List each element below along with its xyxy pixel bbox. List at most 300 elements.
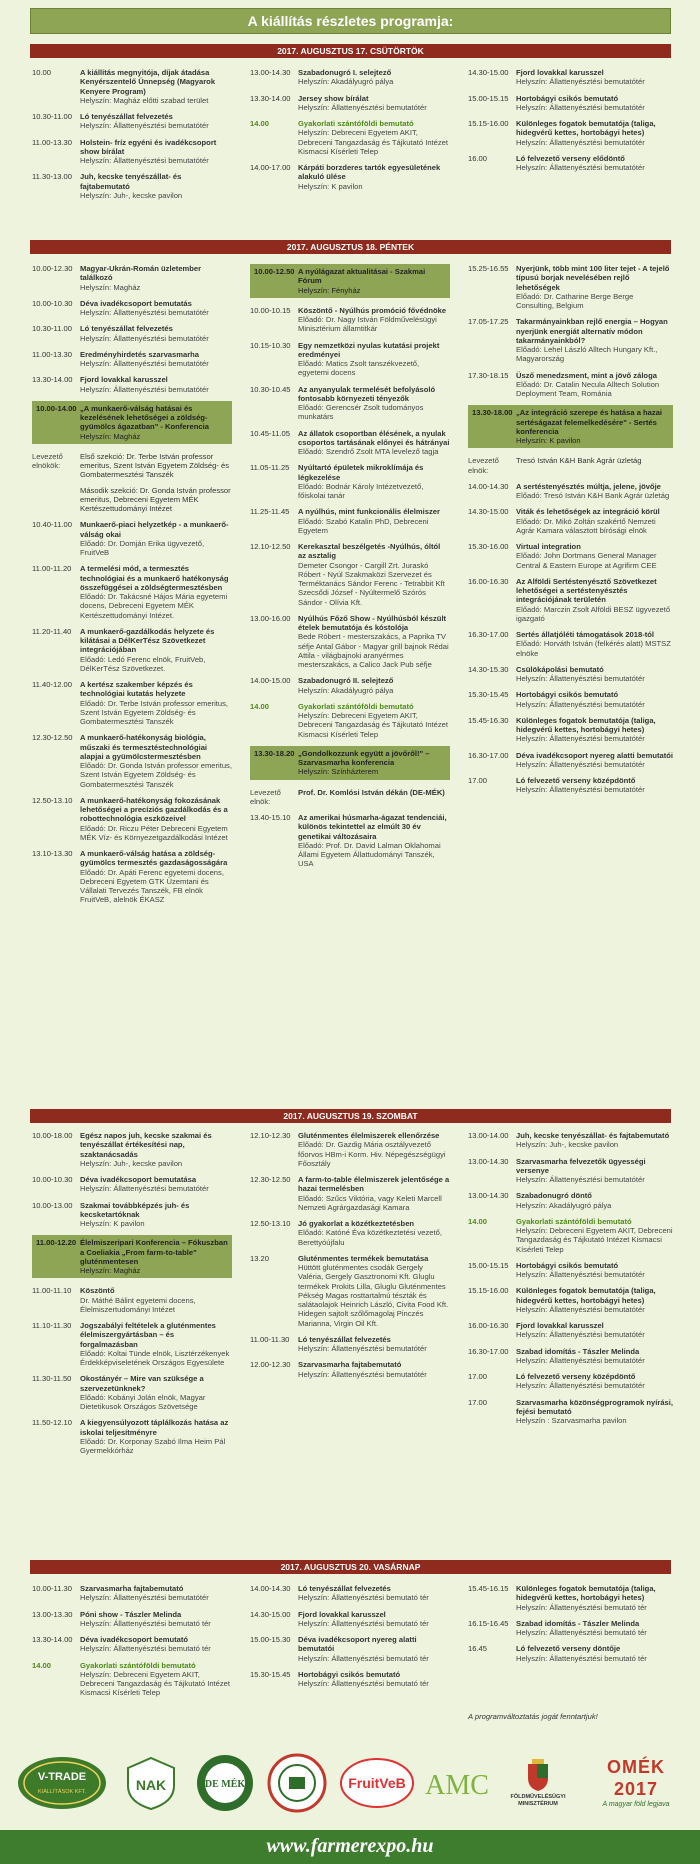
item-body: [516, 1619, 673, 1638]
schedule-item: [32, 1661, 232, 1698]
schedule-item: [468, 1131, 673, 1150]
schedule-item: [250, 1584, 450, 1603]
schedule-item: [468, 716, 673, 744]
item-title: Hortobágyi csikós bemutató: [516, 93, 619, 103]
d1-col-2: [250, 68, 450, 234]
item-detail: Helyszín : Szarvasmarha pavilon: [516, 1416, 627, 1425]
vtrade-logo: [16, 1753, 108, 1813]
item-time: 16.00: [468, 153, 488, 163]
logo-text: DE MÉK: [204, 1779, 246, 1790]
item-body: [80, 112, 232, 131]
item-time: 17.05-17.25: [468, 317, 509, 327]
item-detail: Előadó: Koltai Tünde elnök, Lisztérzékenyek Érdekképviseletének Országos Egyesülete: [80, 1348, 230, 1367]
item-time: 14.00-17.00: [250, 163, 291, 172]
item-body: [516, 776, 673, 795]
item-body: [298, 163, 450, 191]
item-title: Gyakorlati szántóföldi bemutató: [80, 1660, 196, 1670]
schedule-item: [32, 68, 232, 105]
d3-col-1-list-a: [32, 1131, 232, 1228]
item-body: [80, 1201, 232, 1229]
schedule-item: [468, 630, 673, 658]
item-title: Egy nemzetközi nyulas kutatási projekt eredményei: [298, 340, 440, 359]
item-title: A kiállítás megnyitója, díjak átadása Kenyérszentelő Ünnepség (Magyarok Kenyere Program): [80, 68, 216, 96]
d4-col-1: [32, 1584, 232, 1749]
schedule-item: [32, 733, 232, 789]
item-detail: Dr. Máthé Bálint egyetemi docens, Élelmiszertudományi Intézet: [80, 1295, 196, 1314]
item-time: 10.45-11.05: [250, 428, 290, 438]
item-detail: Helyszín: Akadályugró pálya: [298, 685, 394, 695]
item-detail: Helyszín: Juh-, kecske pavilon: [516, 1140, 619, 1150]
item-body: [516, 1217, 673, 1254]
item-title: Üsző menedzsment, mint a jövő záloga: [516, 370, 657, 380]
item-time: 13.30-14.00: [32, 375, 73, 385]
schedule-item: [32, 112, 232, 131]
item-body: [298, 68, 450, 87]
item-detail: Előadó: Dr. Gazdig Mária osztályvezető főorvos HBm-i Korm. Hiv. Népegészségügyi Főosztály: [298, 1140, 446, 1168]
item-detail: Bede Róbert - mesterszakács, a Paprika TV séfje Antal Gábor - Magyar grill bajnok Rédai Attila - világbajnoki aranyérmes mesterszakács, a Calico Jack Pub séfje: [298, 632, 449, 669]
fm-logo: [500, 1753, 576, 1813]
item-body: [516, 264, 673, 310]
schedule-item: [32, 1131, 232, 1168]
item-title: Szarvasmarha fajtabemutató: [298, 1360, 402, 1370]
item-title: A munkaerő-válság hatása a zöldség-gyümölcs termesztés gazdaságosságára: [80, 849, 228, 868]
item-title: Holstein- fríz egyéni és ivadékcsoport show bírálat: [80, 137, 217, 156]
item-title: Szabadonugró II. selejtező: [298, 676, 394, 686]
item-body: [80, 324, 232, 343]
item-time: 15.15-16.00: [468, 119, 509, 128]
d2-col-3-list-a: [468, 264, 673, 398]
item-time: 10.00-13.00: [32, 1200, 73, 1210]
schedule-item: [468, 1347, 673, 1366]
item-body: [298, 385, 450, 422]
item-time: 16.00-16.30: [468, 576, 509, 586]
item-time: 17.00: [468, 776, 488, 785]
item-title: Jersey show bírálat: [298, 93, 369, 103]
d2-col-1: [32, 264, 232, 1104]
d2-conference-box-2: [250, 264, 450, 298]
schedule-item: [468, 1644, 673, 1663]
item-time: 10.00: [32, 68, 52, 77]
item-time: 15.30-15.45: [468, 690, 509, 700]
schedule-item: [468, 482, 673, 501]
item-time: 10.40-11.00: [32, 520, 72, 530]
item-body: [516, 1131, 673, 1150]
item-title: Szarvasmarha közönségprogramok nyírási, fejési bemutató: [516, 1397, 673, 1416]
item-time: 13.00-16.00: [250, 613, 291, 623]
box-time: 13.30-18.20: [254, 748, 295, 758]
item-title: Fjord lovakkal karusszel: [298, 1609, 386, 1619]
item-title: Szabadonugró döntő: [516, 1191, 592, 1201]
item-time: 15.25-16.55: [468, 264, 509, 273]
item-detail: Helyszín: Állattenyésztési bemutatótér: [80, 1593, 209, 1603]
item-detail: Előadó: Szűcs Viktória, vagy Keleti Marcell Nemzeti Agrárgazdasági Kamara: [298, 1193, 442, 1212]
d3-col-2: [250, 1131, 450, 1556]
item-detail: Előadó: Ledó Ferenc elnök, FruitVeb, DélKerTész Szövetkezet.: [80, 654, 206, 673]
item-time: 15.15-16.00: [468, 1286, 509, 1296]
item-time: 15.45-16.15: [468, 1584, 509, 1593]
item-title: A termelési mód, a termesztés technológiai és a munkaerő hatékonyság összefüggései a zöldségtermesztésben: [80, 564, 229, 592]
d2-conference-box-4: [468, 405, 673, 448]
item-body: [80, 299, 232, 318]
item-time: 17.00: [468, 1397, 488, 1407]
box-title: „Az integráció szerepe és hatása a hazai sertéságazat felemelkedésére" - Sertés konferencia: [516, 408, 663, 436]
item-body: [80, 680, 232, 726]
website-footer[interactable]: www.farmerexpo.hu: [0, 1830, 700, 1864]
item-body: [516, 1584, 673, 1612]
box-body: [80, 404, 228, 441]
item-body: [298, 341, 450, 378]
item-time: 12.10-12.30: [250, 1131, 291, 1140]
logo-text: A magyar föld legjava: [602, 1800, 670, 1808]
item-time: 14.00-15.00: [250, 676, 291, 686]
schedule-item: [250, 1254, 450, 1328]
schedule-item: [468, 371, 673, 399]
lead-chair-2: [250, 788, 450, 807]
lead-text: Prof. Dr. Komlósi István dékán (DE-MÉK): [298, 787, 445, 797]
item-title: Köszöntő: [80, 1286, 115, 1296]
logo-text: V-TRADE: [37, 1771, 87, 1783]
item-detail: Helyszín: Állattenyésztési bemutatótér: [516, 699, 645, 709]
item-title: Szakmai továbbképzés juh- és kecsketartóknak: [80, 1200, 190, 1219]
item-detail: Előadó: Horváth István (felkérés alatt) MSTSZ elnöke: [516, 639, 671, 658]
item-detail: Előadó: Dr. Catalin Necula Alltech Solution Deployment Team, Románia: [516, 379, 660, 398]
item-time: 12.50-13.10: [32, 795, 73, 805]
item-title: Egész napos juh, kecske szakmai és tenyészállat értékesítési nap, szaktanácsadás: [80, 1131, 212, 1159]
box-location: Helyszín: Fényház: [298, 285, 361, 295]
item-title: Déva ivadékcsoport bemutatása: [80, 1175, 197, 1184]
item-body: [298, 614, 450, 670]
schedule-item: [32, 1610, 232, 1629]
schedule-item: [250, 1635, 450, 1663]
item-detail: Előadó: John Dortmans General Manager Central & Eastern Europe at Agrifirm CEE: [516, 551, 657, 570]
logo-text: KIÁLLÍTÁSOK KFT.: [38, 1789, 86, 1795]
item-body: [298, 1670, 450, 1689]
item-detail: Helyszín: Debreceni Egyetem AKIT, Debreceni Tangazdaság és Tájkutató Intézet Kismacsi Kísérleti Telep: [80, 1669, 231, 1698]
item-title: A munkaerő-hatékonyság biológia, műszaki és termesztéstechnológiai alapjai a gyümölcstermesztésben: [80, 733, 208, 761]
fruitveb-logo: [338, 1753, 416, 1813]
lead-label: Levezető elnökök:: [32, 451, 63, 470]
item-time: 12.30-12.50: [32, 733, 73, 743]
d4-col-2: [250, 1584, 450, 1749]
item-body: [80, 172, 232, 200]
item-time: 13.30-14.00: [250, 93, 291, 103]
item-title: Ló felvezető verseny középdöntő: [516, 776, 636, 785]
schedule-item: [250, 1175, 450, 1212]
item-body: [516, 482, 673, 501]
item-time: 14.30-15.00: [468, 507, 509, 517]
item-detail: Előadó: Dr. Korponay Szabó Ilma Heim Pál Gyermekkórház: [80, 1436, 226, 1455]
item-title: Munkaerő-piaci helyzetkép - a munkaerő-válság okai: [80, 520, 229, 539]
item-body: [298, 429, 450, 457]
schedule-item: [468, 665, 673, 684]
item-detail: Előadó: Dr. Takácsné Hájos Mária egyetemi docens, Debreceni Egyetem MÉK Kertészettudományi Intézet.: [80, 592, 228, 620]
item-title: Nyúltartó épületek mikroklímája és légkezelése: [298, 463, 424, 482]
item-title: Hortobágyi csikós bemutató: [516, 1260, 619, 1270]
schedule-item: [32, 375, 232, 394]
d1-col-1: [32, 68, 232, 234]
item-body: [298, 507, 450, 535]
schedule-item: [32, 1286, 232, 1314]
schedule-item: [250, 341, 450, 378]
item-title: Különleges fogatok bemutatója (taliga, hidegvérű kettes, hortobágyi hetes): [516, 1286, 656, 1305]
omek-logo: [584, 1753, 688, 1813]
schedule-item: [32, 299, 232, 318]
d1-col-3: [468, 68, 673, 234]
item-detail: Helyszín: Állattenyésztési bemutatótér: [516, 759, 645, 769]
item-title: A kiegyensúlyozott táplálkozás hatása az iskolai teljesítményre: [80, 1418, 229, 1437]
lead-text: Második szekció: Dr. Gonda István professor emeritus, Debreceni Egyetem MÉK Kertészettudományi Intézet: [80, 485, 231, 513]
item-body: [80, 1131, 232, 1168]
item-body: [298, 306, 450, 334]
item-title: Különleges fogatok bemutatója (taliga, hidegvérű kettes, hortobágyi hetes): [516, 1584, 656, 1603]
program-change-note: A programváltoztatás jogát fenntartjuk!: [468, 1712, 598, 1721]
item-detail: Előadó: Matics Zsolt tanszékvezető, egyetemi docens: [298, 359, 420, 378]
item-detail: Helyszín: Akadályugró pálya: [516, 1200, 612, 1210]
item-time: 14.00: [468, 1216, 488, 1226]
box-body: [298, 749, 446, 777]
schedule-item: [468, 317, 673, 363]
d2-col-1-list-a: [32, 264, 232, 394]
item-detail: Helyszín: Állattenyésztési bemutatótér: [80, 156, 209, 165]
item-time: 15.30-16.00: [468, 542, 509, 551]
item-body: [80, 564, 232, 620]
item-detail: Hüttött gluténmentes csodák Gergely Valéria, Gergely Gasztronomi Kft. Gluglu termékek Prokits Lilla, Gluglu Gluténmentes Pékség Magas rosttartalmú tészták és salátaolajok Heinrich László, Civita Food Kft. Hidegen sajtolt szőlőmagolaj Pinczés Marianna, Virgin Oil Kft.: [298, 1263, 449, 1328]
item-title: Ló tenyészállat felvezetés: [298, 1584, 391, 1593]
item-time: 13.00-14.30: [250, 68, 291, 77]
item-body: [80, 350, 232, 369]
item-detail: Előadó: Gerencsér Zsolt tudományos munkatárs: [298, 403, 424, 422]
d2-conference-box-1: [32, 401, 232, 444]
item-detail: Előadó: Lehel László Alltech Hungary Kft., Magyarország: [516, 345, 658, 364]
schedule-item: [250, 542, 450, 607]
box-title: „Gondolkozzunk együtt a jövőről!" – Szarvasmarha konferencia: [298, 748, 430, 767]
item-body: [80, 1635, 232, 1654]
item-detail: Helyszín: Debreceni Egyetem AKIT, Debreceni Tangazdaság és Tájkutató Intézet Kismacsi Kísérleti Telep: [516, 1226, 673, 1254]
item-time: 11.00-13.30: [32, 137, 72, 147]
item-detail: Helyszín: Állattenyésztési bemutató tér: [516, 1653, 647, 1663]
item-time: 14.00: [32, 1660, 52, 1670]
schedule-item: [468, 68, 673, 87]
item-time: 16.45: [468, 1644, 488, 1654]
item-time: 13.00-13.30: [32, 1609, 73, 1619]
item-time: 14.30-15.00: [468, 68, 509, 77]
item-title: Szabad idomítás - Tászler Melinda: [516, 1618, 640, 1628]
item-detail: Előadó: Dr. Catharine Berge Berge Consulting, Belgium: [516, 291, 634, 310]
item-title: Az anyanyulak termelését befolyásoló fontosabb környezeti tényezők: [298, 384, 436, 403]
item-body: [80, 1584, 232, 1603]
item-title: A sertéstenyésztés múltja, jelene, jövője: [516, 481, 661, 491]
item-detail: Helyszín: Állattenyésztési bemutatótér: [516, 674, 645, 683]
box-body: [80, 1238, 228, 1275]
schedule-item: [468, 94, 673, 113]
item-body: [516, 630, 673, 658]
item-title: Különleges fogatok bemutatója (taliga, hidegvérű kettes, hortobágyi hetes): [516, 119, 656, 138]
item-detail: Helyszín: Állattenyésztési bemutató tér: [298, 1618, 429, 1628]
item-title: Déva ivadékcsoport bemutatás: [80, 298, 192, 308]
item-time: 14.00-14.30: [468, 481, 509, 491]
item-body: [516, 317, 673, 363]
schedule-item: [468, 776, 673, 795]
item-title: Fjord lovakkal karusszel: [516, 68, 604, 77]
item-detail: Helyszín: Állattenyésztési bemutatótér: [80, 333, 209, 343]
item-time: 16.00-16.30: [468, 1321, 509, 1330]
item-detail: Helyszín: Állattenyésztési bemutatótér: [80, 359, 209, 368]
schedule-item: [32, 172, 232, 200]
schedule-item: [250, 119, 450, 156]
item-title: A farm-to-table élelmiszerek jelentősége a hazai termelésben: [298, 1175, 450, 1194]
box-time: 10.00-14.00: [36, 403, 77, 413]
item-detail: Helyszín: Magház: [80, 282, 141, 292]
schedule-item: [32, 796, 232, 842]
item-title: Gyakorlati szántóföldi bemutató: [516, 1216, 632, 1226]
item-title: Az állatok csoportban élésének, a nyulak csoportos tartásának előnyei és hátrányai: [298, 428, 450, 447]
item-detail: Helyszín: Magház előtti szabad terület: [80, 95, 209, 105]
logo-text: OMÉK 2017: [607, 1756, 665, 1799]
schedule-item: [32, 1175, 232, 1194]
item-detail: Helyszín: Állattenyésztési bemutatótér: [80, 1184, 209, 1194]
item-title: Kárpáti borzderes tartók egyesületének alakuló ülése: [298, 163, 441, 182]
item-body: [80, 849, 232, 905]
lead-text: Tresó István K&H Bank Agrár üzletág: [516, 456, 642, 466]
d3-col-1-list-b: [32, 1286, 232, 1455]
schedule-item: [468, 264, 673, 310]
item-time: 15.00-15.15: [468, 1260, 509, 1270]
item-detail: Helyszín: Állattenyésztési bemutatótér: [516, 137, 645, 147]
demek-logo: [194, 1753, 256, 1813]
item-time: 16.30-17.00: [468, 1346, 509, 1356]
item-detail: Előadó: Dr. Terbe István professor emeritus, Szent István Egyetem Zöldség- és Gombatermesztési Tanszék: [80, 698, 229, 726]
d3-conference-box: [32, 1235, 232, 1278]
schedule-item: [250, 507, 450, 535]
d3-col-1: [32, 1131, 232, 1556]
item-time: 10.00-12.30: [32, 264, 73, 273]
item-detail: Helyszín: Juh-, kecske pavilon: [80, 190, 183, 200]
item-title: Takarmányainkban rejlő energia – Hogyan nyerjünk energiát alternatív módon takarmányainkból?: [516, 317, 668, 345]
box-title: Élelmiszeripari Konferencia – Fókuszban a Coeliakia „From farm-to-table" gluténmentesen: [80, 1238, 228, 1266]
amc-logo: [424, 1753, 490, 1813]
item-title: Az Alföldi Sertéstenyésztő Szövetkezet lehetőségei a sertéstenyésztés integrációjának területén: [516, 576, 657, 605]
item-detail: Helyszín: Állattenyésztési bemutatótér: [298, 1344, 427, 1353]
item-time: 10.00-10.15: [250, 305, 291, 315]
day-band-sunday: 2017. AUGUSZTUS 20. VASÁRNAP: [30, 1560, 671, 1574]
item-title: Fjord lovakkal karusszel: [516, 1321, 604, 1330]
item-detail: Előadó: Szabó Katalin PhD, Debreceni Egyetem: [298, 516, 429, 535]
item-detail: Helyszín: K pavilon: [80, 1219, 145, 1228]
schedule-item: [32, 324, 232, 343]
item-body: [80, 627, 232, 673]
item-detail: Előadó: Marczin Zsolt Alföldi BESZ ügyvezető igazgató: [516, 604, 671, 623]
schedule-item: [250, 163, 450, 191]
item-body: [516, 94, 673, 113]
box-time: 13.30-18.00: [472, 408, 513, 418]
item-time: 15.30-15.45: [250, 1669, 291, 1679]
box-title: A nyúlágazat aktualitásai - Szakmai Fórum: [298, 267, 426, 286]
item-title: Gyakorlati szántóföldi bemutató: [298, 701, 414, 711]
seal-logo: [266, 1753, 328, 1813]
item-detail: Helyszín: Állattenyésztési bemutatótér: [516, 102, 645, 112]
item-detail: Helyszín: Állattenyésztési bemutató tér: [80, 1618, 211, 1628]
schedule-item: [32, 1321, 232, 1367]
item-body: [80, 733, 232, 789]
lead-chair-3: [468, 456, 673, 475]
item-body: [516, 1321, 673, 1340]
item-body: [298, 702, 450, 739]
item-time: 10.00-10.30: [32, 298, 73, 308]
day-band-saturday: 2017. AUGUSZTUS 19. SZOMBAT: [30, 1109, 671, 1123]
item-title: Fjord lovakkal karusszel: [80, 375, 168, 385]
item-body: [516, 716, 673, 744]
item-time: 12.10-12.50: [250, 542, 291, 551]
item-body: [298, 119, 450, 156]
box-location: Helyszín: Magház: [80, 1266, 141, 1275]
item-body: [80, 138, 232, 166]
item-time: 13.00-14.30: [468, 1191, 509, 1201]
item-body: [516, 68, 673, 87]
schedule-item: [250, 1670, 450, 1689]
item-body: [298, 813, 450, 869]
item-detail: Előadó: Dr. Gonda István professor emeritus, Szent István Egyetem Zöldség- és Gombatermesztési Tanszék: [80, 761, 232, 789]
item-time: 11.05-11.25: [250, 463, 290, 473]
item-title: Ló tenyészállat felvezetés: [298, 1334, 391, 1344]
item-title: Különleges fogatok bemutatója (taliga, hidegvérű kettes, hortobágyi hetes): [516, 715, 656, 734]
item-body: [516, 690, 673, 709]
item-body: [80, 1374, 232, 1411]
schedule-item: [468, 1398, 673, 1426]
lead-label: Levezető elnök:: [250, 787, 281, 806]
item-detail: Helyszín: Állattenyésztési bemutatótér: [80, 121, 209, 131]
item-detail: Előadó: Dr. Nagy István Földművelésügyi Minisztérium államtitkár: [298, 315, 437, 334]
schedule-item: [468, 1191, 673, 1210]
schedule-item: [32, 1201, 232, 1229]
item-body: [298, 676, 450, 695]
item-body: [516, 1372, 673, 1391]
item-time: 14.00: [250, 119, 270, 128]
item-detail: Előadó: Prof. Dr. David Lalman Oklahomai Állami Egyetem Állattudományi Tanszék, USA: [298, 840, 441, 869]
d2-conference-box-3: [250, 746, 450, 780]
item-body: [80, 520, 232, 557]
item-time: 11.30-11.50: [32, 1374, 72, 1384]
item-detail: Helyszín: Állattenyésztési bemutató tér: [516, 1628, 647, 1637]
item-detail: Előadó: Bodnár Károly Intézetvezető, főiskolai tanár: [298, 481, 424, 500]
schedule-item: [250, 813, 450, 869]
schedule-item: [250, 614, 450, 670]
item-detail: Előadó: Dr. Mikó Zoltán szakértő Nemzeti Agrár Kamara választott bírósági elnök: [516, 516, 656, 535]
item-time: 15.00-15.15: [468, 93, 509, 103]
schedule-item: [32, 1418, 232, 1455]
box-body: [298, 267, 446, 295]
item-title: Juh, kecske tenyészállat- és fajtabemutató: [516, 1131, 670, 1140]
item-detail: Előadó: Dr. Apáti Ferenc egyetemi docens, Debreceni Egyetem GTK Üzemtani és Vállalati Tervezés Tanszék, FB elnök FruitVeB, alelnök ÉKASZ: [80, 867, 224, 905]
item-body: [298, 1335, 450, 1354]
schedule-item: [250, 1360, 450, 1379]
item-time: 14.00: [250, 701, 270, 711]
item-body: [298, 1131, 450, 1168]
item-time: 16.30-17.00: [468, 750, 509, 760]
item-time: 10.30-10.45: [250, 384, 291, 394]
item-title: Okostányér – Mire van szüksége a szervezetünknek?: [80, 1374, 204, 1393]
item-body: [516, 371, 673, 399]
schedule-item: [468, 751, 673, 770]
item-body: [80, 264, 232, 292]
schedule-item: [32, 138, 232, 166]
item-body: [80, 1610, 232, 1629]
item-detail: Helyszín: Állattenyésztési bemutatótér: [516, 785, 645, 795]
item-title: Ló tenyészállat felvezetés: [80, 112, 173, 121]
item-title: Virtual integration: [516, 542, 581, 551]
item-title: A nyúlhús, mint funkcionális élelmiszer: [298, 507, 440, 517]
item-time: 11.30-13.00: [32, 172, 72, 182]
item-body: [516, 1261, 673, 1280]
